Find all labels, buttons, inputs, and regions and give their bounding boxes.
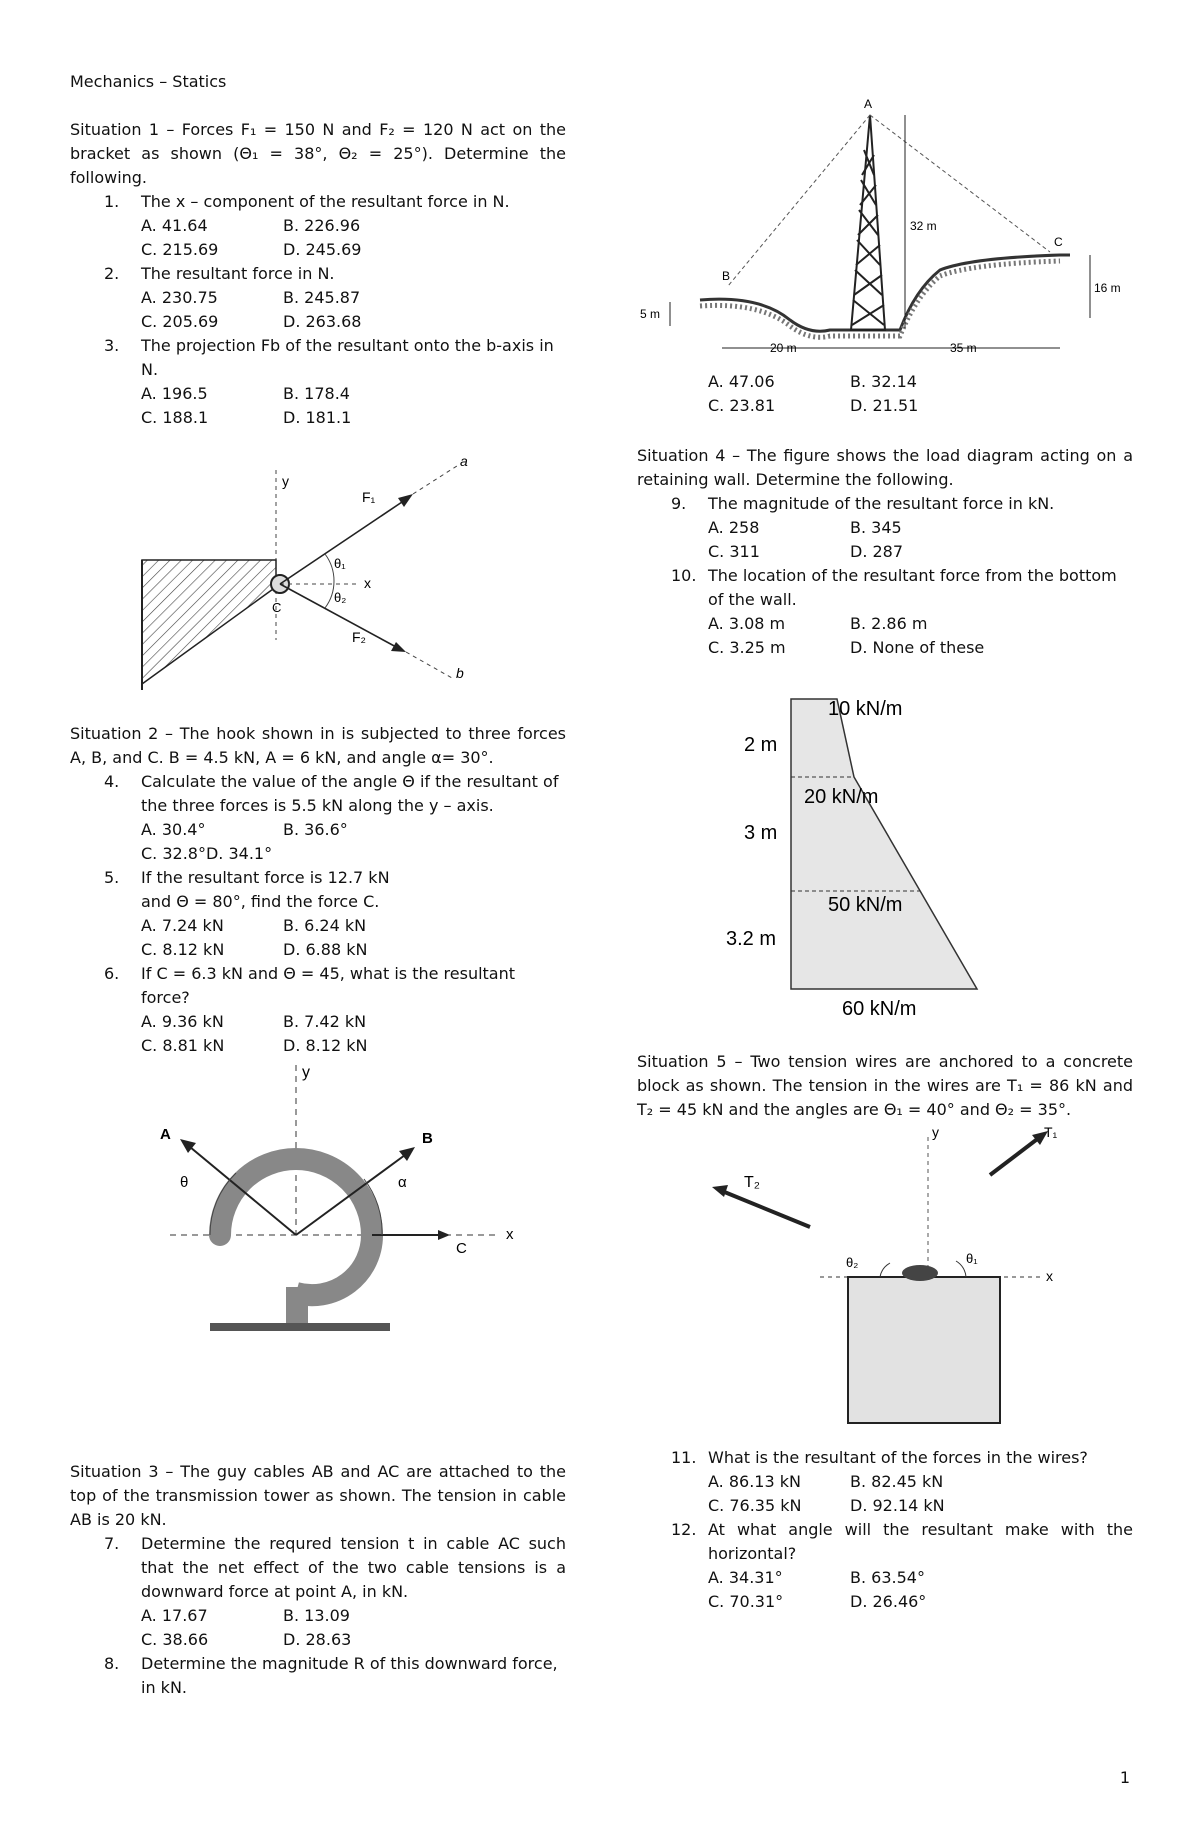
fig4-label-3m: 3 m bbox=[744, 822, 778, 844]
question-number: 8. bbox=[104, 1654, 120, 1673]
situation-1 bbox=[70, 118, 566, 430]
option: B. 226.96 bbox=[283, 216, 361, 235]
fig5-label-t2: T₂ bbox=[744, 1174, 760, 1191]
fig4-label-20: 20 kN/m bbox=[804, 786, 879, 808]
fig1-label-f2: F₂ bbox=[352, 629, 366, 645]
fig1-label-a: a bbox=[460, 453, 468, 469]
fig2-label-theta: θ bbox=[180, 1174, 189, 1191]
question-number: 2. bbox=[104, 264, 120, 283]
fig1-label-f1: F₁ bbox=[362, 489, 376, 505]
question-9 bbox=[637, 492, 1133, 564]
concrete-block bbox=[848, 1277, 1000, 1423]
t2-line bbox=[722, 1191, 810, 1227]
question-number: 1. bbox=[104, 192, 120, 211]
option: B. 345 bbox=[850, 518, 902, 537]
fig3-label-32: 32 m bbox=[910, 219, 937, 233]
option: B. 6.24 kN bbox=[283, 916, 367, 935]
f1-line bbox=[280, 500, 405, 584]
cable-ab bbox=[728, 115, 870, 286]
load-diagram-figure bbox=[720, 695, 1040, 1025]
fig4-label-60: 60 kN/m bbox=[842, 998, 917, 1020]
question-text: If C = 6.3 kN and Θ = 45, what is the resultant force? bbox=[141, 964, 516, 1007]
fig5-label-y: y bbox=[932, 1125, 939, 1140]
question-number: 4. bbox=[104, 772, 120, 791]
situation-3-text: Situation 3 – The guy cables AB and AC are attached to the top of the transmission tower as shown. The tension in cable AB is 20 kN. bbox=[70, 1462, 566, 1529]
question-1 bbox=[70, 190, 566, 262]
fig4-label-10: 10 kN/m bbox=[828, 698, 903, 720]
question-text: Determine the magnitude R of this downward force, in kN. bbox=[141, 1654, 558, 1697]
question-number: 12. bbox=[671, 1520, 697, 1539]
cable-ac bbox=[870, 115, 1050, 252]
option: D. 26.46° bbox=[850, 1592, 927, 1611]
option: A. 7.24 kN bbox=[141, 916, 224, 935]
question-8 bbox=[70, 1652, 566, 1700]
option: D. 28.63 bbox=[283, 1630, 352, 1649]
option: A. 41.64 bbox=[141, 216, 208, 235]
option: B. 82.45 kN bbox=[850, 1472, 944, 1491]
option: A. 86.13 kN bbox=[708, 1472, 801, 1491]
option: D. 21.51 bbox=[850, 396, 919, 415]
fig5-label-theta2: θ₂ bbox=[846, 1255, 859, 1270]
option: C. 311 bbox=[708, 542, 760, 561]
question-3 bbox=[70, 334, 566, 430]
hook-stem bbox=[286, 1287, 308, 1325]
fig5-label-t1: T₁ bbox=[1044, 1125, 1058, 1140]
fig3-label-b: B bbox=[722, 269, 731, 283]
situation-4-text: Situation 4 – The figure shows the load diagram acting on a retaining wall. Determine the following. bbox=[637, 446, 1133, 489]
option: A. 17.67 bbox=[141, 1606, 208, 1625]
concrete-block-figure bbox=[700, 1125, 1080, 1445]
option: B. 7.42 kN bbox=[283, 1012, 367, 1031]
option: B. 63.54° bbox=[850, 1568, 925, 1587]
hook-base bbox=[210, 1323, 390, 1331]
question-text: At what angle will the resultant make with the horizontal? bbox=[708, 1520, 1133, 1563]
option: C. 215.69 bbox=[141, 240, 219, 259]
situation-2 bbox=[70, 722, 566, 1058]
option: C. 76.35 kN bbox=[708, 1496, 802, 1515]
option: C. 38.66 bbox=[141, 1630, 209, 1649]
situation-4 bbox=[637, 444, 1133, 660]
f2-arrowhead bbox=[391, 642, 406, 652]
option: C. 8.81 kN bbox=[141, 1036, 225, 1055]
fig1-label-x: x bbox=[364, 575, 371, 591]
question-text: The magnitude of the resultant force in kN. bbox=[708, 494, 1055, 513]
option: C. 32.8°D. 34.1° bbox=[141, 844, 273, 863]
fig1-label-b: b bbox=[456, 665, 464, 681]
fig3-label-5: 5 m bbox=[640, 307, 661, 321]
option: A. 47.06 bbox=[708, 372, 775, 391]
option: A. 30.4° bbox=[141, 820, 206, 839]
force-b-arrowhead bbox=[399, 1147, 415, 1161]
angle-arcs bbox=[325, 554, 334, 608]
situation-1-text: Situation 1 – Forces F₁ = 150 N and F₂ = 120 N act on the bracket as shown (Θ₁ = 38°, Θ₂ = 25°). Determine the following. bbox=[70, 120, 566, 187]
fig1-label-y: y bbox=[282, 473, 289, 489]
bracket-figure bbox=[130, 430, 490, 690]
fig1-label-c: C bbox=[272, 600, 282, 615]
option: B. 2.86 m bbox=[850, 614, 928, 633]
page-title: Mechanics – Statics bbox=[70, 72, 227, 91]
fig4-label-3-2m: 3.2 m bbox=[726, 928, 777, 950]
option: C. 3.25 m bbox=[708, 638, 786, 657]
f1-arrowhead bbox=[398, 494, 413, 507]
situation-2-text: Situation 2 – The hook shown in is subjected to three forces A, B, and C. B = 4.5 kN, A = 6 kN, and angle α= 30°. bbox=[70, 724, 566, 767]
option: D. None of these bbox=[850, 638, 985, 657]
bracket-body bbox=[142, 560, 280, 684]
option: D. 8.12 kN bbox=[283, 1036, 368, 1055]
fig3-label-16: 16 m bbox=[1094, 281, 1121, 295]
question-10 bbox=[637, 564, 1133, 660]
fig4-label-50: 50 kN/m bbox=[828, 894, 903, 916]
t2-arrowhead bbox=[712, 1185, 728, 1197]
option: D. 263.68 bbox=[283, 312, 362, 331]
t1-line bbox=[990, 1137, 1040, 1175]
tower-figure bbox=[640, 90, 1140, 360]
option: A. 196.5 bbox=[141, 384, 208, 403]
question-number: 10. bbox=[671, 566, 697, 585]
question-12 bbox=[637, 1518, 1133, 1614]
option: A. 34.31° bbox=[708, 1568, 783, 1587]
question-number: 9. bbox=[671, 494, 687, 513]
question-7 bbox=[70, 1532, 566, 1652]
option: D. 92.14 kN bbox=[850, 1496, 945, 1515]
fig3-label-a: A bbox=[864, 97, 873, 111]
question-number: 7. bbox=[104, 1534, 120, 1553]
situation-5-questions bbox=[637, 1446, 1133, 1614]
fig3-label-20: 20 m bbox=[770, 341, 797, 355]
fig5-label-theta1: θ₁ bbox=[966, 1251, 978, 1266]
option: B. 178.4 bbox=[283, 384, 350, 403]
question-text: Calculate the value of the angle Θ if the resultant of the three forces is 5.5 kN along the y – axis. bbox=[141, 772, 559, 815]
hook-lower-arc bbox=[296, 1235, 372, 1295]
option: B. 32.14 bbox=[850, 372, 917, 391]
theta1-arc bbox=[956, 1261, 966, 1277]
option: D. 245.69 bbox=[283, 240, 362, 259]
option: B. 13.09 bbox=[283, 1606, 350, 1625]
situation-5-text: Situation 5 – Two tension wires are anchored to a concrete block as shown. The tension in the wires are T₁ = 86 kN and T₂ = 45 kN and the angles are Θ₁ = 40° and Θ₂ = 35°. bbox=[637, 1052, 1133, 1119]
question-text: The resultant force in N. bbox=[141, 264, 335, 283]
option: B. 245.87 bbox=[283, 288, 361, 307]
option: D. 6.88 kN bbox=[283, 940, 368, 959]
option: A. 3.08 m bbox=[708, 614, 786, 633]
option: C. 70.31° bbox=[708, 1592, 784, 1611]
question-text: Determine the requred tension t in cable AC such that the net effect of the two cable tensions is a downward force at point A, in kN. bbox=[141, 1534, 566, 1601]
fig2-label-a: A bbox=[160, 1126, 171, 1143]
fig1-label-theta1: θ₁ bbox=[334, 556, 346, 571]
theta2-arc bbox=[880, 1263, 890, 1277]
question-2 bbox=[70, 262, 566, 334]
load-diagram-shape bbox=[791, 699, 977, 989]
question-text: The location of the resultant force from the bottom of the wall. bbox=[708, 566, 1117, 609]
option: A. 9.36 kN bbox=[141, 1012, 224, 1031]
option: D. 287 bbox=[850, 542, 904, 561]
fig3-label-35: 35 m bbox=[950, 341, 977, 355]
question-text: What is the resultant of the forces in the wires? bbox=[708, 1448, 1088, 1467]
b-axis-line bbox=[406, 652, 452, 678]
option: C. 188.1 bbox=[141, 408, 209, 427]
question-5 bbox=[70, 866, 566, 962]
fig1-label-theta2: θ₂ bbox=[334, 590, 347, 605]
question-11 bbox=[637, 1446, 1133, 1518]
hook-figure bbox=[150, 1055, 540, 1355]
force-c-arrowhead bbox=[438, 1230, 450, 1240]
situation-3 bbox=[70, 1460, 566, 1700]
question-number: 6. bbox=[104, 964, 120, 983]
question-8-options bbox=[637, 370, 1133, 418]
question-text: The projection Fb of the resultant onto the b-axis in N. bbox=[141, 336, 554, 379]
fig2-label-b: B bbox=[422, 1130, 433, 1147]
option: B. 36.6° bbox=[283, 820, 348, 839]
question-number: 3. bbox=[104, 336, 120, 355]
fig5-label-x: x bbox=[1046, 1268, 1053, 1284]
option: C. 8.12 kN bbox=[141, 940, 225, 959]
question-number: 11. bbox=[671, 1448, 697, 1467]
situation-5 bbox=[637, 1050, 1133, 1122]
anchor bbox=[902, 1265, 938, 1281]
question-text: The x – component of the resultant force in N. bbox=[141, 192, 510, 211]
page-number: 1 bbox=[1119, 1768, 1130, 1787]
a-axis-line bbox=[413, 464, 460, 494]
fig3-label-c: C bbox=[1054, 235, 1063, 249]
question-number: 5. bbox=[104, 868, 120, 887]
option: C. 205.69 bbox=[141, 312, 219, 331]
fig4-label-2m: 2 m bbox=[744, 734, 778, 756]
fig2-label-x: x bbox=[506, 1226, 514, 1243]
question-text: If the resultant force is 12.7 kN and Θ = 80°, find the force C. bbox=[141, 868, 390, 911]
question-4 bbox=[70, 770, 566, 866]
option: C. 23.81 bbox=[708, 396, 776, 415]
option: D. 181.1 bbox=[283, 408, 352, 427]
option: A. 230.75 bbox=[141, 288, 218, 307]
fig2-label-alpha: α bbox=[398, 1174, 407, 1191]
fig2-label-c: C bbox=[456, 1240, 467, 1257]
fig2-label-y: y bbox=[302, 1064, 310, 1081]
question-6 bbox=[70, 962, 566, 1058]
option: A. 258 bbox=[708, 518, 760, 537]
